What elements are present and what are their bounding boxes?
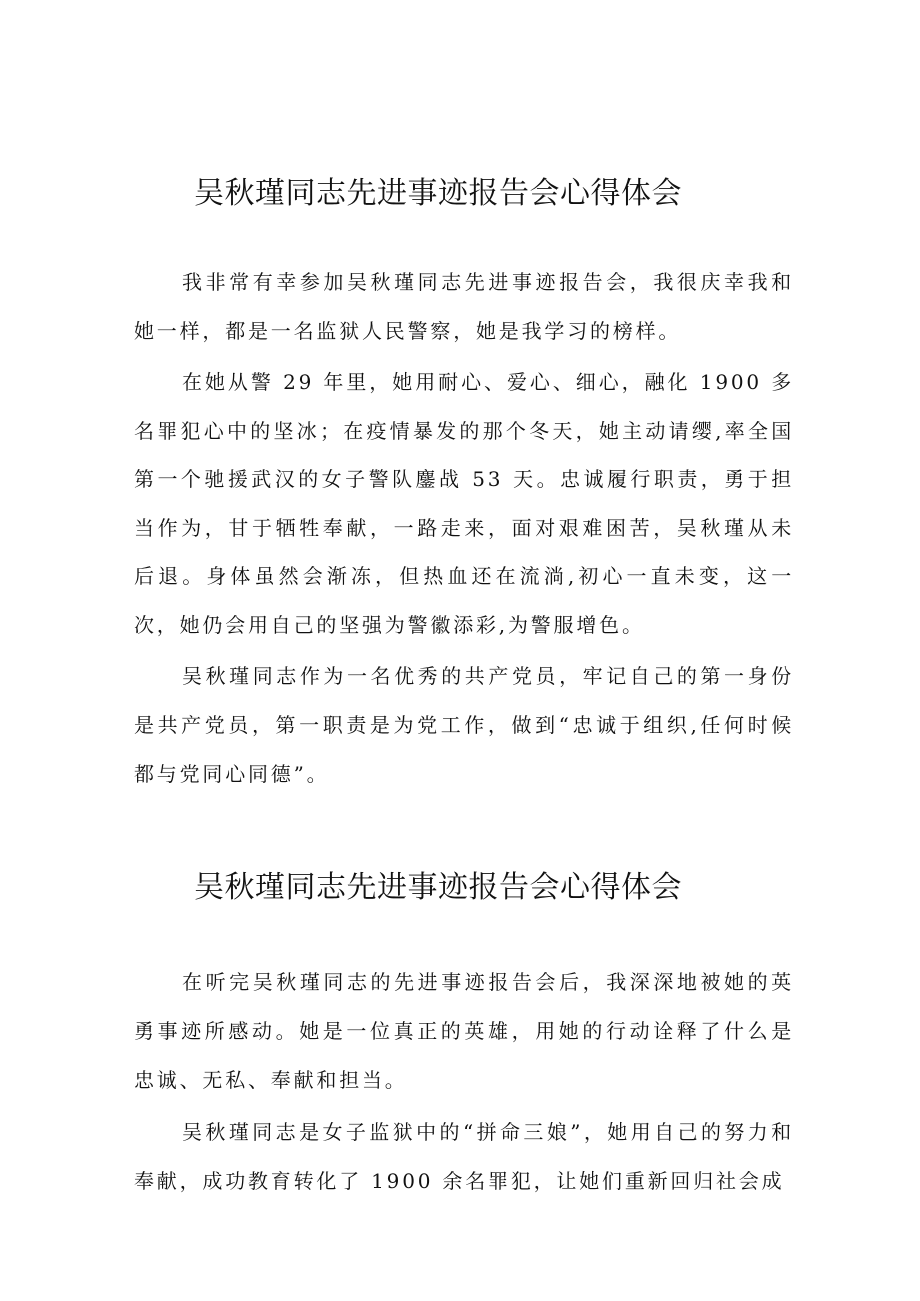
section-1-paragraph-1: 我非常有幸参加吴秋瑾同志先进事迹报告会，我很庆幸我和她一样，都是一名监狱人民警察，她是我学习的榜样。: [134, 270, 794, 343]
section-2-title: 吴秋瑾同志先进事迹报告会心得体会: [194, 870, 682, 905]
section-2-paragraph-1: 在听完吴秋瑾同志的先进事迹报告会后，我深深地被她的英勇事迹所感动。她是一位真正的英雄，用她的行动诠释了什么是忠诚、无私、奉献和担当。: [134, 970, 794, 1092]
section-1-paragraph-2: 在她从警 29 年里，她用耐心、爱心、细心，融化 1900 多名罪犯心中的坚冰；在疫情暴发的那个冬天，她主动请缨,率全国第一个驰援武汉的女子警队鏖战 53 天。忠诚履行职责，勇于担当作为，甘于牺牲奉献，一路走来，面对艰难困苦，吴秋瑾从未后退。身体虽然会渐冻，但热血还在流淌,初心一直未变，这一次，她仍会用自己的坚强为警徽添彩,为警服增色。: [134, 370, 794, 637]
section-1-title: 吴秋瑾同志先进事迹报告会心得体会: [194, 176, 682, 211]
section-1-paragraph-3: 吴秋瑾同志作为一名优秀的共产党员，牢记自己的第一身份是共产党员，第一职责是为党工作，做到“忠诚于组织,任何时候都与党同心同德”。: [134, 664, 794, 786]
section-2-paragraph-2: 吴秋瑾同志是女子监狱中的“拼命三娘”，她用自己的努力和奉献，成功教育转化了 1900 余名罪犯，让她们重新回归社会成: [134, 1120, 794, 1193]
